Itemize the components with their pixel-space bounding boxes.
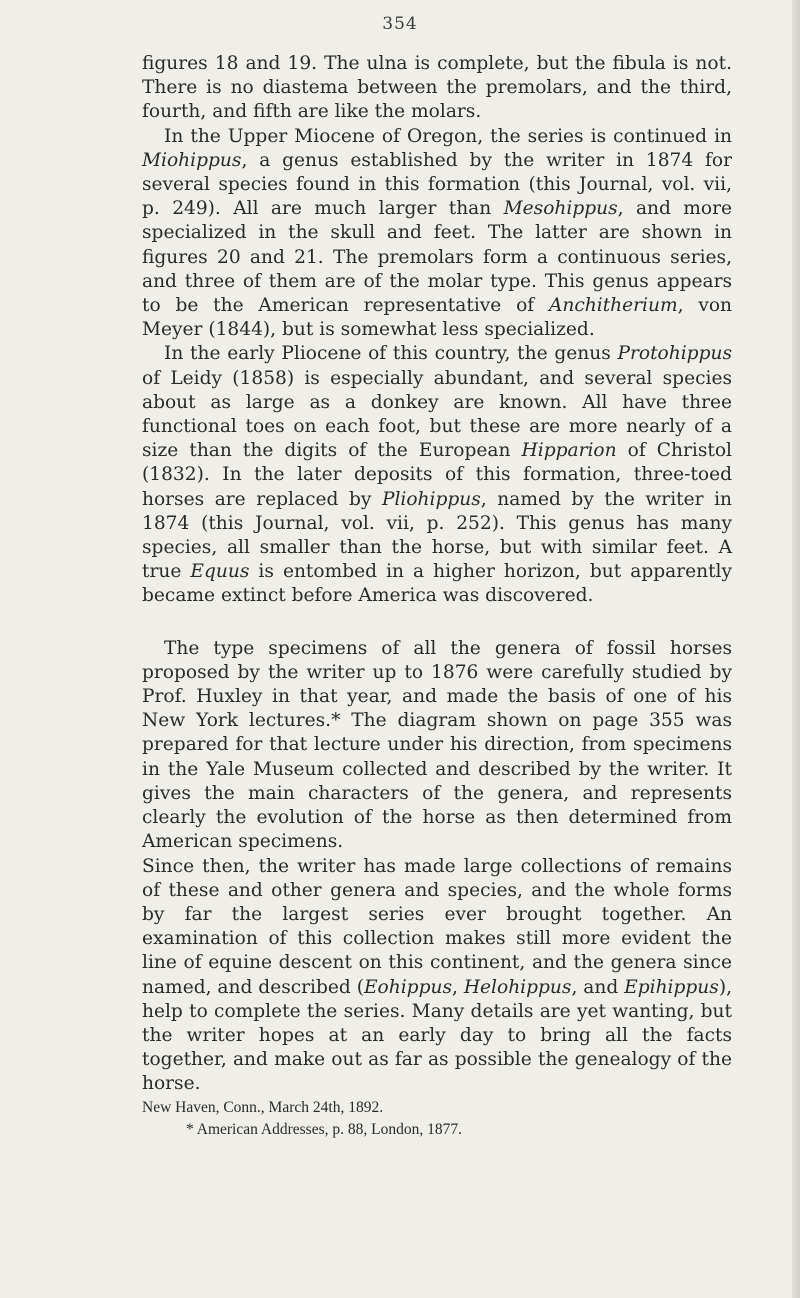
text-run: ), help to complete the series. Many details are yet wanting, but the writer hopes at an early day to bring all the facts together, and make out as far as possible the genealogy of the horse. — [142, 976, 732, 1095]
italic-genus-name: Epihippus — [624, 976, 719, 998]
text-run: Since then, the writer has made large collections of remains of these and other genera and species, and the whole forms by far the largest series ever brought together. An examination of this collection makes still more evident the line of equine descent on this continent, and the genera since named, and described ( — [142, 855, 732, 998]
text-run: , and — [571, 976, 625, 998]
text-run: of Leidy (1858) is especially abundant, and several species about as large as a donkey are known. All have three functional toes on each foot, but these are more nearly of a size than the digits of the European — [142, 367, 732, 462]
text-run: The type specimens of all the genera of fossil horses proposed by the writer up to 1876 were carefully studied by Prof. Huxley in that year, and made the basis of one of his New York lectures.* The diagram shown on page 355 was prepared for that lecture under his direction, from specimens in the Yale Museum collected and described by the writer. It gives the main characters of the genera, and represents clearly the evolution of the horse as then determined from American specimens. — [142, 637, 732, 853]
text-run: , and more specialized in the skull and feet. The latter are shown in figures 20 and 21. The premolars form a continuous series, and three of them are of the molar type. This genus appears to be the American representative of — [142, 198, 732, 317]
italic-genus-name: Eohippus — [363, 976, 452, 998]
text-run: , von Meyer (1844), but is somewhat less specialized. — [142, 295, 732, 341]
text-run: In the early Pliocene of this country, the genus — [164, 343, 618, 365]
text-run: , named by the writer in 1874 (this Journal, vol. vii, p. 252). This genus has many species, all smaller than the horse, but with similar feet. A true — [142, 488, 732, 583]
footnote: * American Addresses, p. 88, London, 1877. — [186, 1120, 462, 1138]
italic-genus-name: Protohippus — [617, 343, 732, 365]
italic-genus-name: Pliohippus — [381, 488, 481, 510]
text-run: In the Upper Miocene of Oregon, the series is continued in — [164, 125, 732, 147]
text-run: , a genus established by the writer in 1874 for several species found in this formation (this Journal, vol. vii, p. 249). All are much larger than — [142, 149, 732, 220]
italic-genus-name: Equus — [190, 561, 250, 583]
page-number: 354 — [382, 14, 418, 34]
paragraph — [142, 855, 732, 1097]
text-run: is entombed in a higher horizon, but apparently became extinct before America was discovered. — [142, 561, 732, 607]
page-edge-shadow — [792, 0, 800, 1298]
italic-genus-name: Anchitherium — [548, 295, 678, 317]
italic-genus-name: Miohippus — [142, 149, 242, 171]
paragraph — [142, 637, 732, 855]
dateline: New Haven, Conn., March 24th, 1892. — [142, 1098, 384, 1116]
paragraph — [142, 125, 732, 343]
text-run: of Christol (1832). In the later deposits of this formation, three-toed horses are replaced by — [142, 440, 732, 510]
text-run: , — [452, 976, 464, 998]
italic-genus-name: Hipparion — [521, 440, 617, 462]
italic-genus-name: Helohippus — [463, 976, 572, 998]
italic-genus-name: Mesohippus — [503, 198, 618, 220]
text-run: figures 18 and 19. The ulna is complete, but the fibula is not. There is no diastema between the premolars, and the third, fourth, and fifth are like the molars. — [142, 53, 732, 123]
paragraph — [142, 342, 732, 608]
body-text — [142, 52, 732, 1141]
paragraph — [142, 52, 732, 125]
